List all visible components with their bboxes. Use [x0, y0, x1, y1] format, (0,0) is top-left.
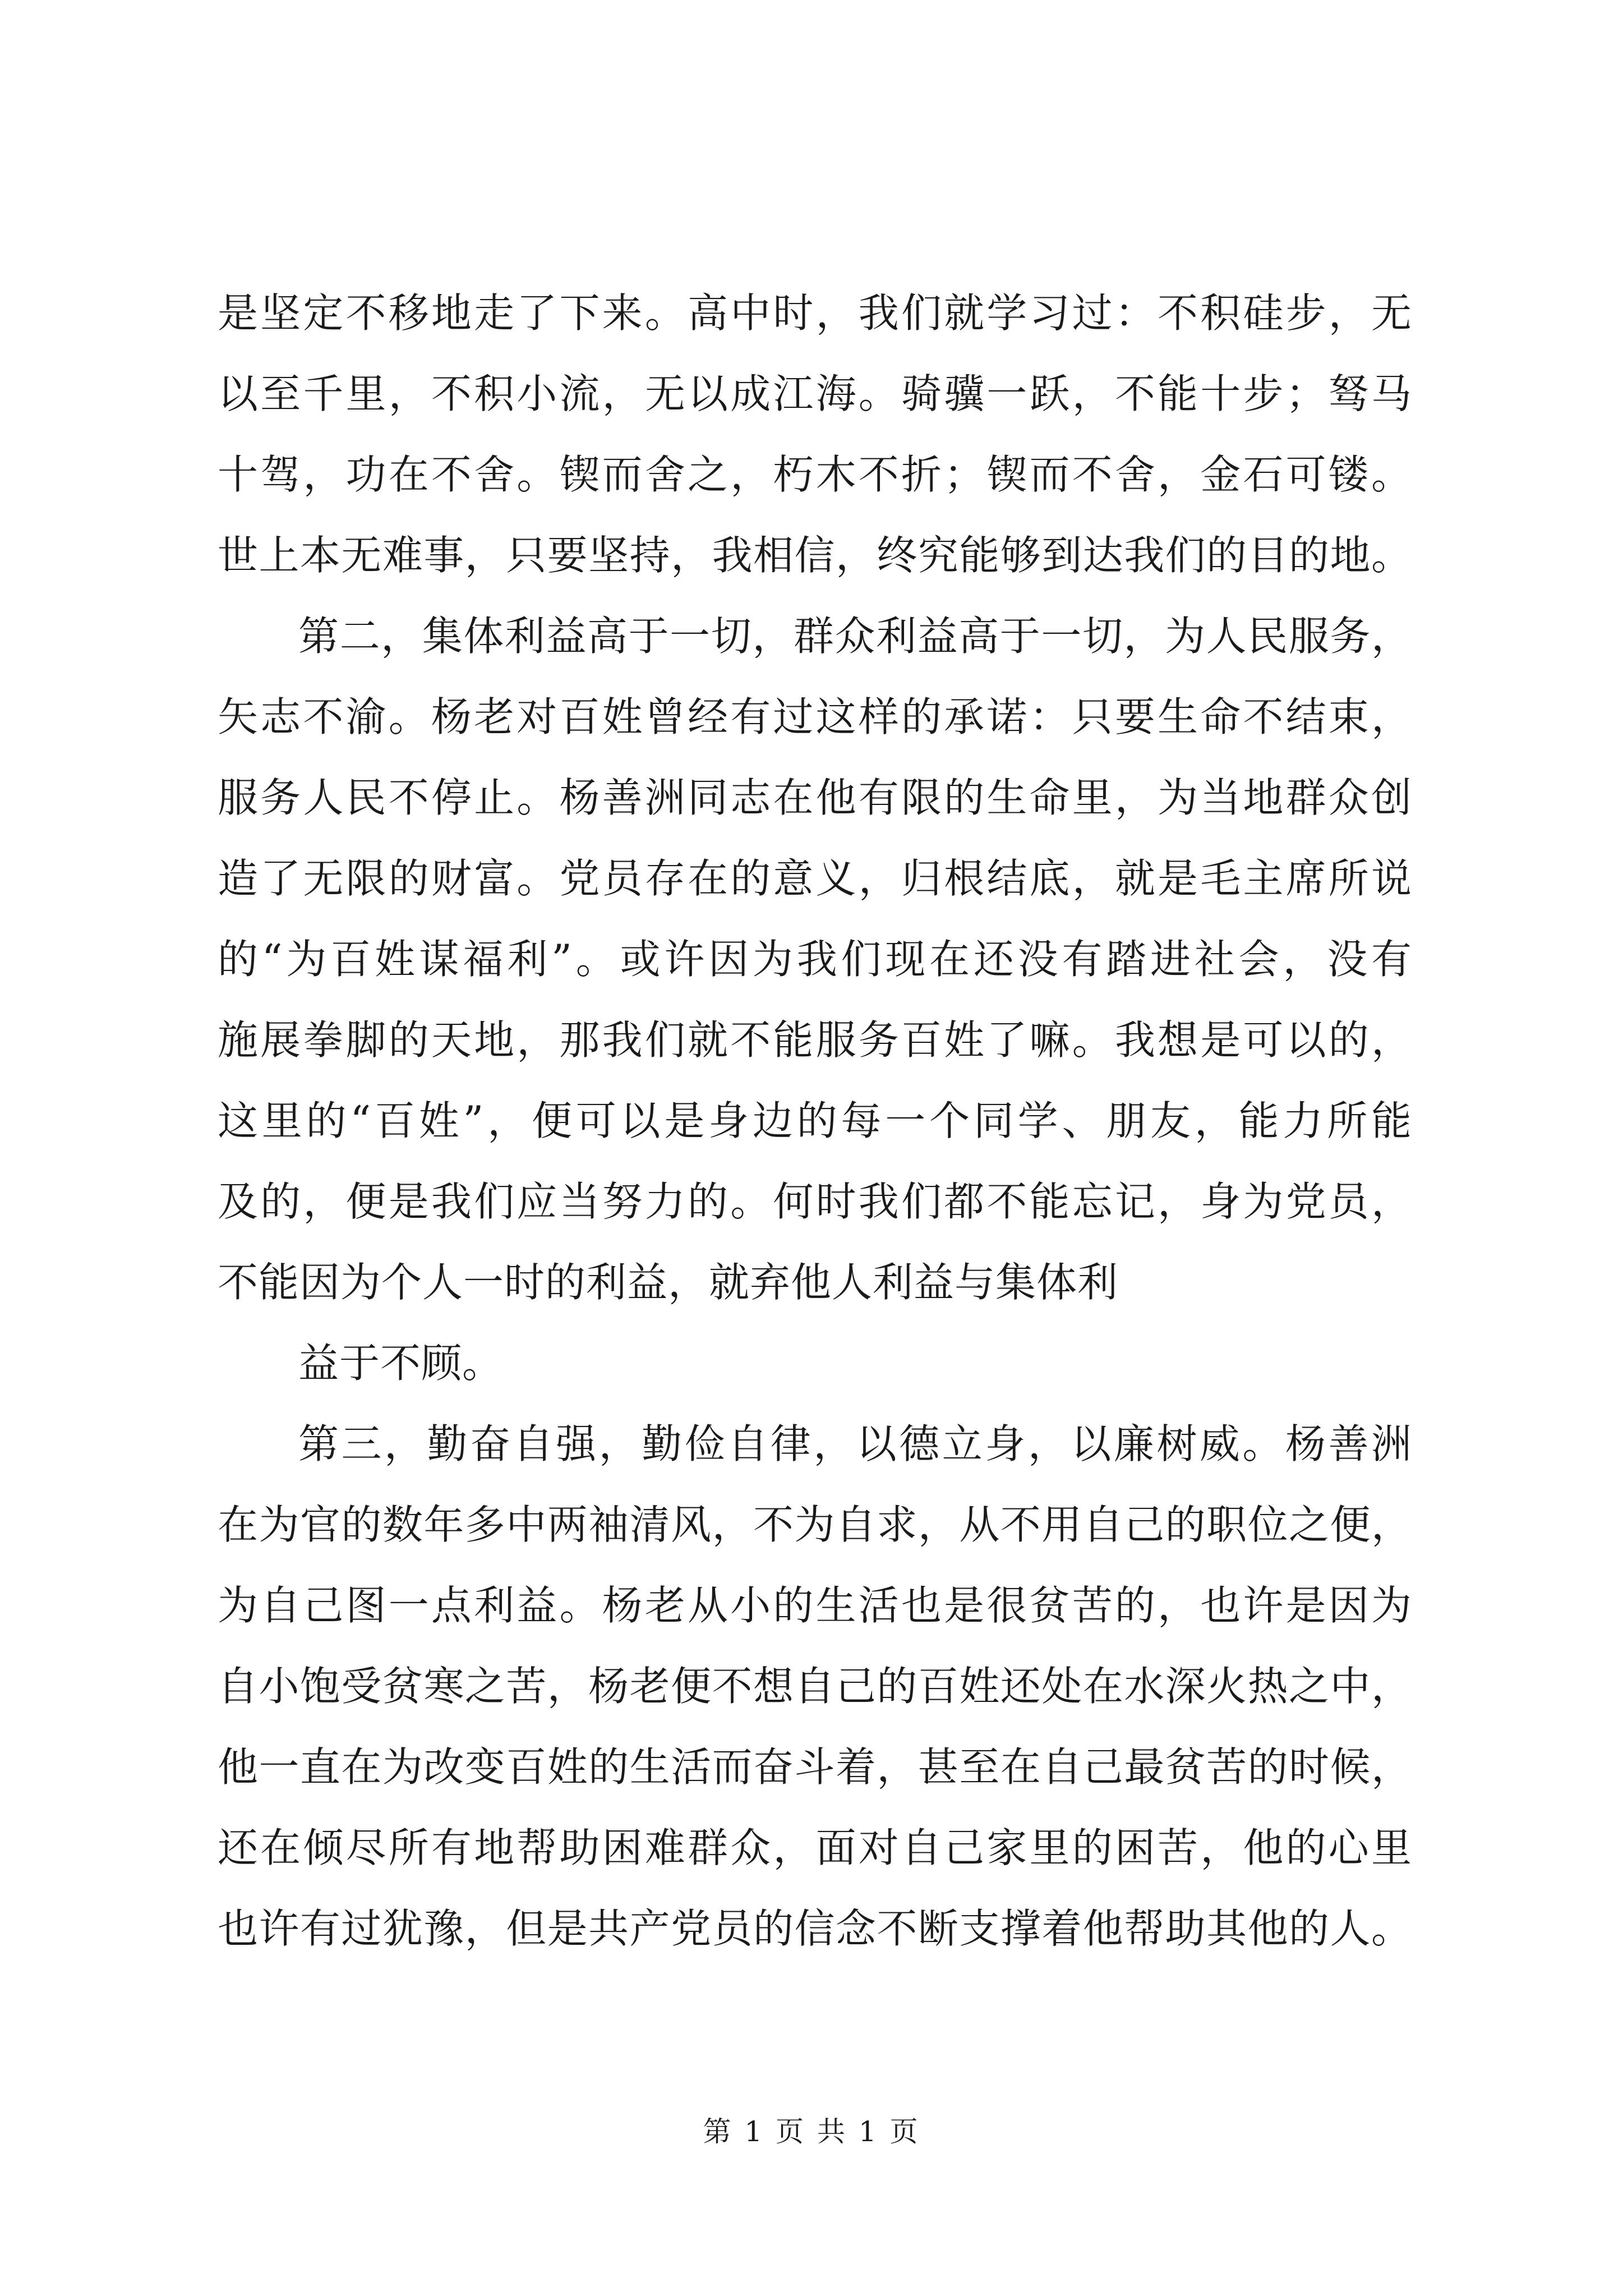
text-line: 造了无限的财富。党员存在的意义，归根结底，就是毛主席所说 — [218, 855, 1412, 902]
text-line: 为自己图一点利益。杨老从小的生活也是很贫苦的，也许是因为 — [218, 1582, 1412, 1629]
text-line: 也许有过犹豫，但是共产党员的信念不断支撑着他帮助其他的人。 — [218, 1905, 1412, 1952]
text-line: 施展拳脚的天地，那我们就不能服务百姓了嘛。我想是可以的， — [218, 1016, 1412, 1064]
text-line: 矢志不渝。杨老对百姓曾经有过这样的承诺：只要生命不结束， — [218, 693, 1412, 740]
text-line: 及的，便是我们应当努力的。何时我们都不能忘记，身为党员， — [218, 1178, 1412, 1225]
text-line: 在为官的数年多中两袖清风，不为自求，从不用自己的职位之便， — [218, 1501, 1412, 1548]
text-line: 是坚定不移地走了下来。高中时，我们就学习过：不积硅步，无 — [218, 289, 1412, 337]
paragraph-start-line: 第三，勤奋自强，勤俭自律，以德立身，以廉树威。杨善洲 — [298, 1420, 1412, 1467]
text-line: 世上本无难事，只要坚持，我相信，终究能够到达我们的目的地。 — [218, 532, 1412, 579]
paragraph-start-line: 第二，集体利益高于一切，群众利益高于一切，为人民服务， — [298, 613, 1412, 660]
text-line: 不能因为个人一时的利益，就弃他人利益与集体利 — [218, 1259, 1119, 1306]
text-line: 的“为百姓谋福利”。或许因为我们现在还没有踏进社会，没有 — [218, 936, 1412, 983]
body-text — [218, 273, 1412, 1969]
text-line: 以至千里，不积小流，无以成江海。骑骥一跃，不能十步；驽马 — [218, 370, 1412, 417]
text-line: 他一直在为改变百姓的生活而奋斗着，甚至在自己最贫苦的时候， — [218, 1743, 1412, 1791]
page-number-footer: 第 1 页 共 1 页 — [703, 2115, 920, 2148]
text-line: 还在倾尽所有地帮助困难群众，面对自己家里的困苦，他的心里 — [218, 1824, 1412, 1871]
paragraph-start-line: 益于不顾。 — [298, 1340, 504, 1387]
text-line: 十驾，功在不舍。锲而舍之，朽木不折；锲而不舍，金石可镂。 — [218, 451, 1412, 498]
text-line: 这里的“百姓”，便可以是身边的每一个同学、朋友，能力所能 — [218, 1097, 1412, 1144]
text-line: 服务人民不停止。杨善洲同志在他有限的生命里，为当地群众创 — [218, 774, 1412, 821]
text-line: 自小饱受贫寒之苦，杨老便不想自己的百姓还处在水深火热之中， — [218, 1663, 1412, 1710]
